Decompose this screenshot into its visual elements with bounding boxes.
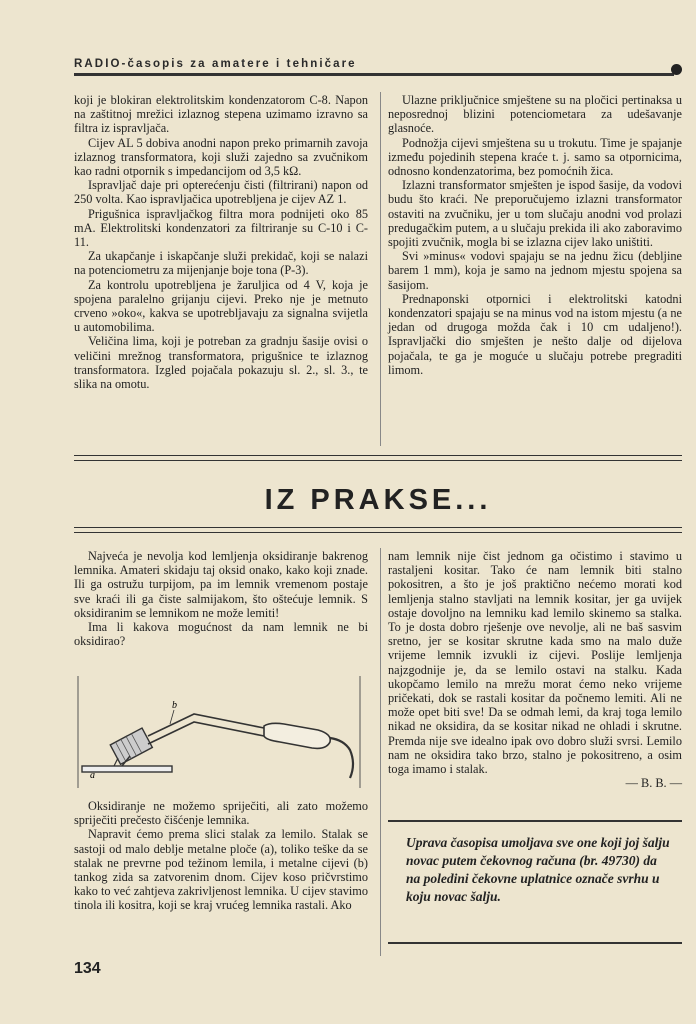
iron-cord bbox=[330, 738, 353, 778]
support-strut bbox=[114, 758, 118, 766]
paragraph: Oksidiranje ne možemo spriječiti, ali zato možemo spriječiti prečesto čišćenje lemnika. bbox=[74, 799, 368, 828]
column-divider bbox=[380, 548, 381, 956]
paragraph: Veličina lima, koji je potreban za gradnju šasije ovisi o veličini mrežnog transformatora, prigušnice te izlaznog transformatora. Izgled pojačala pokazuju sl. 2., sl. 3., te slika na omotu. bbox=[74, 334, 368, 392]
leader-b bbox=[170, 710, 174, 724]
section-rule-bottom bbox=[74, 527, 682, 533]
iron-handle bbox=[264, 723, 330, 748]
section-title: IZ PRAKSE... bbox=[264, 484, 492, 516]
base-plate bbox=[82, 766, 172, 772]
header-rule bbox=[74, 73, 674, 76]
paragraph: Ima li kakova mogućnost da nam lemnik ne bi oksidirao? bbox=[74, 620, 368, 649]
column-divider bbox=[380, 92, 381, 446]
header-title: RADIO-časopis za amatere i tehničare bbox=[74, 58, 357, 70]
paragraph: Izlazni transformator smješten je ispod šasije, da vodovi budu što kraći. Ne preporučujemo izlazni transformator ostaviti na zvučniku, jer u tom slučaju anodni vod prolazi predugačkim putem, a u slučaju prekida ili ako zaboravimo spojiti zvučnik, mogla bi se izlazna cijev lako uništiti. bbox=[388, 178, 682, 250]
soldering-iron-stand-figure bbox=[74, 672, 366, 792]
paragraph: Svi »minus« vodovi spajaju se na jednu žicu (debljine barem 1 mm), koja je samo na jednom mjestu spojena sa šasijom. bbox=[388, 249, 682, 292]
soldering-iron-illustration bbox=[74, 672, 366, 792]
bottom-left-column-top bbox=[74, 549, 368, 648]
paragraph: Prednaponski otpornici i elektrolitski katodni kondenzatori spajaju se na minus vod na istom mjestu (a ne jedan od drugoga možda čak i 10 cm udaljeno!). Ispravljački dio smješten je nešto dalje od dijelova pojačala, te ga je moguće u slučaju potrebe pregraditi limom. bbox=[388, 291, 682, 377]
notice-rule-top bbox=[388, 820, 682, 822]
author-signature: — B. B. — bbox=[625, 776, 682, 791]
notice-rule-bottom bbox=[388, 942, 682, 944]
paragraph: Za ukapčanje i iskapčanje služi prekidač, koji se nalazi na potenciometru za mijenjanje boje tona (P-3). bbox=[74, 249, 368, 278]
header-dot-ornament bbox=[671, 64, 682, 75]
paragraph: Podnožja cijevi smještena su u trokutu. Time je spajanje između pojedinih stepena kraće t. j. samo sa otpornicima, odnosno kondenzatorima, bez pomoćnih žica. bbox=[388, 135, 682, 179]
paragraph: Napravit ćemo prema slici stalak za lemilo. Stalak se sastoji od malo deblje metalne ploče (a), toliko teške da se stalak ne prevrne pod težinom lemila, i metalne cijevi (b) tankog zida sa zatvorenim dnom. Cijev koso pričvrstimo kako to već zahtjeva zakrivljenost lemnika. U cijev stavimo tinola ili kositra, koji se kraj vrućeg lemnika rastali. Ako bbox=[74, 827, 369, 913]
label-a: a bbox=[90, 770, 95, 781]
paragraph: Prigušnica ispravljačkog filtra mora podnijeti oko 85 mA. Elektrolitski kondenzatori za filtriranje su C-10 i C-11. bbox=[74, 206, 368, 250]
bottom-right-column bbox=[388, 549, 682, 790]
notice-text: Uprava časopisa umoljava sve one koji joj šalju novac putem čekovnog računa (br. 49730) da na poledini čekovne uplatnice označe svrhu u koju novac šalju. bbox=[406, 835, 670, 904]
paragraph: Za kontrolu upotrebljena je žaruljica od 4 V, koja je spojena paralelno grijanju cijevi. Preko nje je metnuto crveno »oko«, kakva se upotrebljavaju za signalna svijetla u automobilima. bbox=[74, 277, 368, 335]
running-header bbox=[74, 58, 682, 78]
paragraph: nam lemnik nije čist jednom ga očistimo i stavimo u rastaljeni kositar. Tako će nam lemnik biti stalno pokositren, a što je još praktično nećemo morati kod lemljenja stalno stavljati na lemnik kositar, jer ga uvijek ostaje dovoljno na lemniku kad lemilo skinemo sa stalka. To je dosta dobro rješenje ove nevolje, ali ne baš sasvim sretno, jer se kositar skrutne kada smo na malo duže vrijeme lemnik izvukli iz cijevi. Poslije lemljenja najzgodnije je, da se lemilo ostavi na stalku. Kada ukopčamo lemilo na mrežu morat ćemo neko vrijeme pričekati, dok se rastali kositar da počnemo lemiti. Ali ne može opet biti sve! Da se odmah lemi, da kraj toga lemilo nikad ne oksidira, da se kositar nikad ne ohladi i skrutne. Premda nije sve idealno ipak ovo dobro služi svrsi. Lemilo nam ne oksidira tako brzo, stalno je pokositreno, a osim toga imamo i stalak. bbox=[388, 549, 682, 777]
paragraph: Ulazne priključnice smještene su na pločici pertinaksa u neposrednoj blizini potenciometara za udešavanje glasnoće. bbox=[388, 93, 682, 136]
tube bbox=[110, 728, 152, 764]
paragraph: Cijev AL 5 dobiva anodni napon preko primarnih zavoja izlaznog transformatora, koji služi zajedno sa zvučnikom kao radni otpornik s impedancijom od 3,5 kΩ. bbox=[74, 135, 368, 179]
top-right-column bbox=[388, 93, 682, 377]
notice-box bbox=[388, 820, 682, 946]
bottom-left-column-bottom bbox=[74, 799, 368, 913]
page-number: 134 bbox=[74, 960, 101, 977]
label-b: b bbox=[172, 700, 177, 711]
paragraph: Ispravljač daje pri opterećenju čisti (filtrirani) napon od 250 volta. Kao ispravljačica upotrebljena je cijev AZ 1. bbox=[74, 178, 368, 207]
section-rule-top bbox=[74, 455, 682, 461]
paragraph: Najveća je nevolja kod lemljenja oksidiranje bakrenog lemnika. Amateri skidaju taj oksid onako, kako koji znade. Ili ga ostružu turpijom, pa im lemnik vremenom postaje sve kraći ili ga čiste salmijakom, što oštećuje lemnik. S oksidiranim se lemnikom ne može lemiti! bbox=[74, 549, 368, 620]
paragraph: koji je blokiran elektrolitskim kondenzatorom C-8. Napon na zaštitnoj mrežici izlaznog stepena uzimamo izravno sa filtra iz ispravljača. bbox=[74, 93, 368, 136]
top-left-column bbox=[74, 93, 368, 391]
